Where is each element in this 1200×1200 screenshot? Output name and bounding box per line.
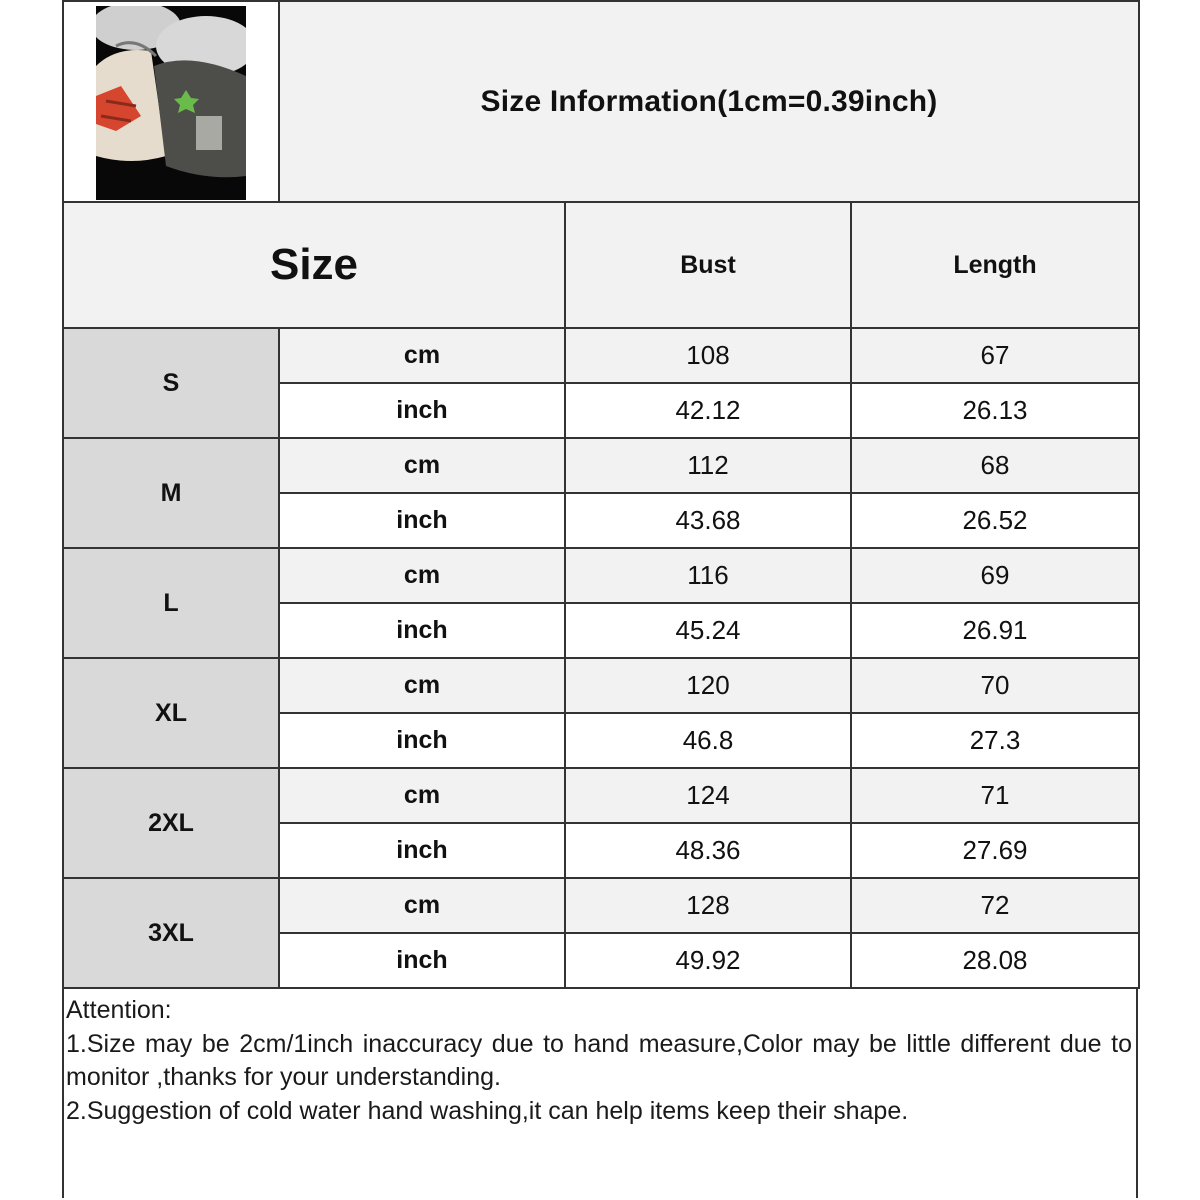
header-row <box>63 1 1139 202</box>
unit-label-cm: cm <box>279 878 565 933</box>
size-label: L <box>63 548 279 658</box>
size-label: S <box>63 328 279 438</box>
size-label: M <box>63 438 279 548</box>
note-line-2: 2.Suggestion of cold water hand washing,it can help items keep their shape. <box>66 1096 909 1125</box>
attention-notes <box>66 994 1136 1128</box>
unit-label-cm: cm <box>279 548 565 603</box>
unit-label-cm: cm <box>279 328 565 383</box>
length-header: Length <box>851 202 1139 328</box>
note-line-1a: 1.Size may be 2cm/1inch inaccuracy due to hand measure,Color may be little different due to <box>66 1029 1132 1058</box>
length-cm-value: 69 <box>851 548 1139 603</box>
length-inch-value: 28.08 <box>851 933 1139 988</box>
unit-label-inch: inch <box>279 603 565 658</box>
table-row <box>63 438 1139 493</box>
bust-inch-value: 49.92 <box>565 933 851 988</box>
length-cm-value: 70 <box>851 658 1139 713</box>
length-inch-value: 26.13 <box>851 383 1139 438</box>
bust-inch-value: 43.68 <box>565 493 851 548</box>
length-cm-value: 72 <box>851 878 1139 933</box>
unit-label-inch: inch <box>279 933 565 988</box>
bust-cm-value: 116 <box>565 548 851 603</box>
bust-cm-value: 120 <box>565 658 851 713</box>
product-photo-cell <box>63 1 279 202</box>
length-inch-value: 26.52 <box>851 493 1139 548</box>
size-table <box>62 0 1140 989</box>
length-cm-value: 68 <box>851 438 1139 493</box>
table-row <box>63 768 1139 823</box>
size-label: 3XL <box>63 878 279 988</box>
size-header: Size <box>63 202 565 328</box>
bust-inch-value: 45.24 <box>565 603 851 658</box>
size-label: XL <box>63 658 279 768</box>
column-header-row <box>63 202 1139 328</box>
unit-label-inch: inch <box>279 713 565 768</box>
bust-inch-value: 46.8 <box>565 713 851 768</box>
note-line-1b: monitor ,thanks for your understanding. <box>66 1063 501 1091</box>
hoodie-photo-icon <box>96 6 246 200</box>
unit-label-inch: inch <box>279 493 565 548</box>
bust-cm-value: 124 <box>565 768 851 823</box>
unit-label-cm: cm <box>279 768 565 823</box>
length-inch-value: 26.91 <box>851 603 1139 658</box>
unit-label-inch: inch <box>279 383 565 438</box>
table-row <box>63 878 1139 933</box>
length-cm-value: 71 <box>851 768 1139 823</box>
length-cm-value: 67 <box>851 328 1139 383</box>
bust-cm-value: 108 <box>565 328 851 383</box>
unit-label-inch: inch <box>279 823 565 878</box>
size-label: 2XL <box>63 768 279 878</box>
table-row <box>63 548 1139 603</box>
bust-cm-value: 112 <box>565 438 851 493</box>
bust-inch-value: 42.12 <box>565 383 851 438</box>
bust-header: Bust <box>565 202 851 328</box>
page-title: Size Information(1cm=0.39inch) <box>279 1 1139 202</box>
table-row <box>63 658 1139 713</box>
bust-inch-value: 48.36 <box>565 823 851 878</box>
length-inch-value: 27.3 <box>851 713 1139 768</box>
bust-cm-value: 128 <box>565 878 851 933</box>
table-row <box>63 328 1139 383</box>
unit-label-cm: cm <box>279 438 565 493</box>
length-inch-value: 27.69 <box>851 823 1139 878</box>
product-photo <box>96 6 246 200</box>
notes-heading: Attention: <box>66 996 172 1024</box>
unit-label-cm: cm <box>279 658 565 713</box>
